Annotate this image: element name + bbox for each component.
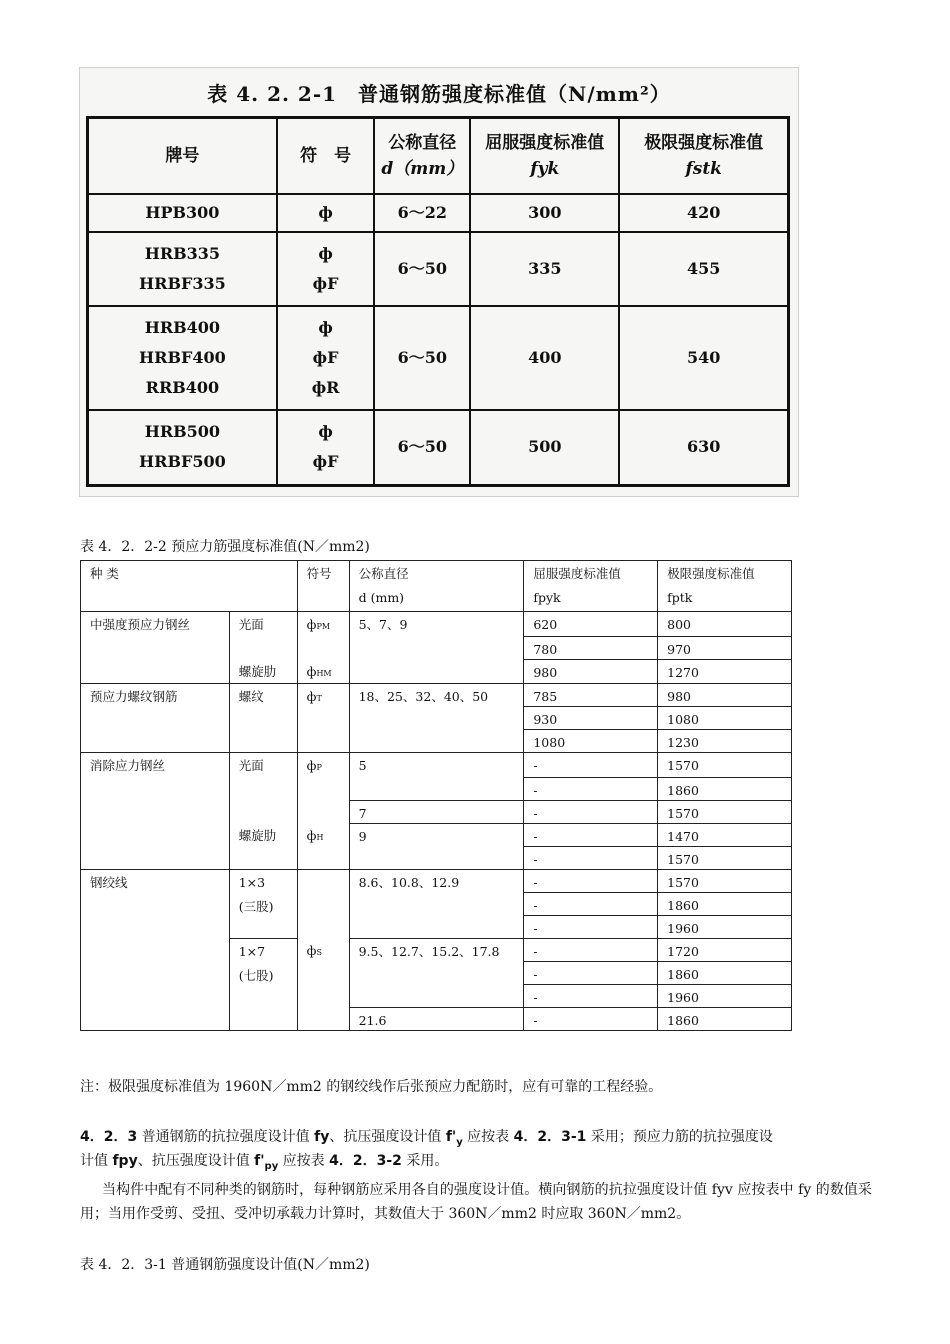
t1-h-yield bbox=[470, 118, 619, 194]
t1-h-dia-2: d（mm） bbox=[381, 158, 464, 179]
table-ref: 4．2．3-1 bbox=[513, 1129, 587, 1145]
t2-subkind-line: 1×7 bbox=[238, 943, 266, 959]
t2-row bbox=[81, 612, 792, 637]
t1-h-yield-1: 屈服强度标准值 bbox=[485, 132, 605, 153]
paragraph-design-values: 当构件中配有不同种类的钢筋时，每种钢筋应采用各自的强度设计值。横向钢筋的抗拉强度设计值 fyv 应按表中 fy 的数值采用；当用作受剪、受扭、受冲切承载力计算时，其数值大于 360N／mm2 时应取 360N／mm2。 bbox=[80, 1182, 872, 1222]
t1-row bbox=[88, 306, 789, 410]
t2-fpyk: - bbox=[524, 938, 658, 961]
t2-fpyk: - bbox=[524, 777, 658, 800]
t2-subkind: 光面 bbox=[229, 612, 297, 637]
t1-grade-line: HRBF335 bbox=[139, 273, 226, 293]
t1-grade-line: HRB500 bbox=[144, 422, 221, 442]
t2-fpyk: - bbox=[524, 961, 658, 984]
table1-title: 表 4. 2. 2-1 普通钢筋强度标准值（N/mm²） bbox=[207, 82, 671, 106]
t2-fptk: 1230 bbox=[658, 730, 792, 753]
t1-h-ult bbox=[619, 118, 788, 194]
t2-dia: 7 bbox=[349, 800, 524, 823]
t2-fptk: 1570 bbox=[658, 846, 792, 869]
t2-fpyk: - bbox=[524, 846, 658, 869]
t2-sym-sub: P bbox=[316, 763, 322, 772]
symbol-fpyc bbox=[254, 1153, 279, 1172]
t1-grade: HPB300 bbox=[88, 194, 277, 232]
t2-fptk: 970 bbox=[658, 636, 792, 659]
t2-row bbox=[81, 869, 792, 892]
t2-kind: 中强度预应力钢丝 bbox=[81, 612, 230, 684]
t2-dia: 18、25、32、40、50 bbox=[349, 684, 524, 753]
t1-h-dia-1: 公称直径 bbox=[388, 132, 457, 153]
t2-fpyk: 620 bbox=[524, 612, 658, 637]
t2-symbol bbox=[297, 612, 349, 637]
t2-sym: ф bbox=[306, 664, 317, 679]
t2-dia: 5、7、9 bbox=[349, 612, 524, 684]
symbol-fpyc-sub: py bbox=[264, 1160, 279, 1172]
t2-sym-sub: S bbox=[316, 947, 322, 957]
symbol-fyc bbox=[445, 1129, 463, 1148]
t2-fptk: 1860 bbox=[658, 777, 792, 800]
t2-kind: 消除应力钢丝 bbox=[81, 753, 230, 870]
t1-h-dia bbox=[374, 118, 470, 194]
t2-sym: ф bbox=[306, 758, 317, 773]
t1-fstk: 455 bbox=[619, 232, 788, 306]
t2-symbol bbox=[297, 753, 349, 778]
t2-empty bbox=[297, 636, 349, 659]
t2-fpyk: 930 bbox=[524, 707, 658, 730]
t2-subkind bbox=[229, 938, 297, 1030]
t2-fpyk: - bbox=[524, 892, 658, 915]
t1-grade bbox=[88, 306, 277, 410]
t2-fpyk: - bbox=[524, 869, 658, 892]
t2-fptk: 1470 bbox=[658, 823, 792, 846]
t2-h-dia-2: d (mm) bbox=[358, 590, 405, 605]
t2-fpyk: 980 bbox=[524, 659, 658, 684]
t2-h-kind: 种 类 bbox=[81, 561, 298, 612]
t1-dia: 6～50 bbox=[374, 232, 470, 306]
t2-fptk: 1720 bbox=[658, 938, 792, 961]
t2-symbol bbox=[297, 869, 349, 1030]
t1-fstk: 540 bbox=[619, 306, 788, 410]
t2-fptk: 980 bbox=[658, 684, 792, 707]
t1-grade-line: HRBF400 bbox=[139, 347, 226, 367]
t1-h-ult-1: 极限强度标准值 bbox=[644, 132, 764, 153]
t1-symbol-line: фF bbox=[312, 273, 339, 293]
t1-symbol-line: ф bbox=[318, 243, 333, 263]
t1-grade-line: HRB400 bbox=[144, 317, 221, 337]
t2-fptk: 1270 bbox=[658, 659, 792, 684]
t1-symbol bbox=[277, 410, 375, 486]
t2-dia: 8.6、10.8、12.9 bbox=[349, 869, 524, 938]
t1-fstk: 420 bbox=[619, 194, 788, 232]
table-ref: 4．2．3-2 bbox=[329, 1153, 402, 1169]
t2-dia: 9 bbox=[349, 823, 524, 869]
t2-subkind-line: (七股) bbox=[238, 967, 274, 983]
clause-number: 4．2．3 bbox=[80, 1129, 138, 1145]
clause-text: 应按表 bbox=[278, 1153, 330, 1169]
t1-symbol-line: фR bbox=[311, 377, 340, 397]
t2-fpyk: - bbox=[524, 984, 658, 1007]
t2-fpyk: 785 bbox=[524, 684, 658, 707]
t1-dia: 6～22 bbox=[374, 194, 470, 232]
t1-grade-line: HRB335 bbox=[144, 243, 221, 263]
t2-dia: 9.5、12.7、15.2、17.8 bbox=[349, 938, 524, 1007]
t1-symbol-line: фF bbox=[312, 452, 339, 472]
t1-fyk: 500 bbox=[470, 410, 619, 486]
t1-fyk: 335 bbox=[470, 232, 619, 306]
table2 bbox=[80, 560, 792, 1031]
t1-grade-line: RRB400 bbox=[145, 377, 220, 397]
t1-fyk: 300 bbox=[470, 194, 619, 232]
t1-h-symbol: 符 号 bbox=[277, 118, 375, 194]
t2-fptk: 800 bbox=[658, 612, 792, 637]
t2-sym: ф bbox=[306, 828, 317, 843]
t2-h-yield-2: fpyk bbox=[533, 590, 561, 605]
t2-symbol bbox=[297, 823, 349, 869]
t2-subkind: 螺旋肋 bbox=[229, 823, 297, 869]
t2-fptk: 1570 bbox=[658, 869, 792, 892]
t2-symbol bbox=[297, 659, 349, 684]
t2-fpyk: - bbox=[524, 1007, 658, 1030]
t2-row bbox=[81, 684, 792, 707]
t2-h-ult-1: 极限强度标准值 bbox=[667, 566, 755, 581]
scanned-table-image bbox=[79, 67, 799, 497]
t2-fptk: 1860 bbox=[658, 1007, 792, 1030]
t2-empty bbox=[229, 777, 297, 800]
t2-empty bbox=[297, 800, 349, 823]
t1-symbol: ф bbox=[277, 194, 375, 232]
t2-symbol bbox=[297, 684, 349, 753]
t2-subkind-line: 1×3 bbox=[238, 874, 266, 890]
symbol-fy: fy bbox=[314, 1129, 330, 1145]
symbol-fpy: fpy bbox=[112, 1153, 138, 1169]
t1-h-ult-2: fstk bbox=[685, 158, 722, 179]
t1-grade-line: HRBF500 bbox=[139, 452, 226, 472]
t1-symbol-line: ф bbox=[318, 317, 333, 337]
t2-h-symbol: 符号 bbox=[297, 561, 349, 612]
t2-row bbox=[81, 753, 792, 778]
t1-grade bbox=[88, 410, 277, 486]
t2-subkind: 光面 bbox=[229, 753, 297, 778]
clause-text: 计值 bbox=[80, 1153, 113, 1169]
t2-sym-sub: T bbox=[316, 694, 322, 703]
t1-symbol-line: ф bbox=[318, 422, 333, 442]
t2-subkind: 螺纹 bbox=[229, 684, 297, 753]
t2-fpyk: - bbox=[524, 753, 658, 778]
t2-h-dia-1: 公称直径 bbox=[358, 566, 409, 581]
t2-subkind: 螺旋肋 bbox=[229, 659, 297, 684]
clause-text: 、抗压强度设计值 bbox=[137, 1153, 255, 1169]
clause-text: 采用。 bbox=[401, 1153, 449, 1169]
t1-h-grade: 牌号 bbox=[88, 118, 277, 194]
t2-sym-sub: H bbox=[316, 833, 324, 842]
t2-sym-sub: PM bbox=[316, 622, 331, 631]
t2-fptk: 1570 bbox=[658, 800, 792, 823]
t1-row bbox=[88, 232, 789, 306]
t1-symbol bbox=[277, 232, 375, 306]
t1-dia: 6～50 bbox=[374, 410, 470, 486]
t1-dia: 6～50 bbox=[374, 306, 470, 410]
t2-empty bbox=[229, 800, 297, 823]
t2-header bbox=[81, 561, 792, 612]
t2-fptk: 1860 bbox=[658, 961, 792, 984]
t1-fyk: 400 bbox=[470, 306, 619, 410]
symbol-fpyc-main: f' bbox=[254, 1153, 265, 1169]
t2-fptk: 1860 bbox=[658, 892, 792, 915]
t2-subkind bbox=[229, 869, 297, 938]
symbol-fyc-main: f' bbox=[445, 1129, 457, 1145]
t1-grade bbox=[88, 232, 277, 306]
t2-fptk: 1080 bbox=[658, 707, 792, 730]
t2-fpyk: - bbox=[524, 915, 658, 938]
t2-sym: ф bbox=[306, 689, 317, 704]
t2-h-ult-2: fptk bbox=[667, 590, 693, 605]
t2-empty bbox=[297, 777, 349, 800]
clause-text: 应按表 bbox=[462, 1129, 514, 1145]
t1-h-yield-2: fyk bbox=[530, 158, 560, 179]
t2-h-yield bbox=[524, 561, 658, 612]
t2-kind: 钢绞线 bbox=[81, 869, 230, 1030]
t2-empty bbox=[229, 636, 297, 659]
t1-symbol-line: фF bbox=[312, 347, 339, 367]
t2-subkind-line: (三股) bbox=[238, 898, 274, 914]
t2-fptk: 1960 bbox=[658, 915, 792, 938]
table2-note: 注：极限强度标准值为 1960N／mm2 的钢绞线作后张预应力配筋时，应有可靠的工程经验。 bbox=[80, 1079, 663, 1095]
table1 bbox=[86, 116, 790, 487]
clause-text: 、抗压强度设计值 bbox=[329, 1129, 446, 1145]
table3-caption: 表 4．2．3-1 普通钢筋强度设计值(N／mm2) bbox=[80, 1257, 370, 1273]
symbol-fyc-sub: y bbox=[456, 1136, 463, 1148]
t2-h-ult bbox=[658, 561, 792, 612]
t2-fpyk: - bbox=[524, 800, 658, 823]
t2-fptk: 1960 bbox=[658, 984, 792, 1007]
t1-symbol bbox=[277, 306, 375, 410]
t1-row bbox=[88, 410, 789, 486]
t2-h-yield-1: 屈服强度标准值 bbox=[533, 566, 621, 581]
clause-text: 普通钢筋的抗拉强度设计值 bbox=[137, 1129, 315, 1145]
t2-kind: 预应力螺纹钢筋 bbox=[81, 684, 230, 753]
t2-dia: 5 bbox=[349, 753, 524, 801]
t2-fpyk: 1080 bbox=[524, 730, 658, 753]
t2-sym: ф bbox=[306, 617, 317, 632]
table2-caption: 表 4．2．2-2 预应力筋强度标准值(N／mm2) bbox=[80, 539, 370, 555]
clause-text: 采用；预应力筋的抗拉强度设 bbox=[586, 1129, 773, 1145]
table1-header bbox=[88, 118, 789, 194]
clause-4-2-3-line2 bbox=[80, 1150, 448, 1178]
t2-fptk: 1570 bbox=[658, 753, 792, 778]
t2-dia: 21.6 bbox=[349, 1007, 524, 1030]
t2-fpyk: - bbox=[524, 823, 658, 846]
t1-row bbox=[88, 194, 789, 232]
t2-fpyk: 780 bbox=[524, 636, 658, 659]
t2-sym-sub: HM bbox=[316, 669, 332, 678]
t1-fstk: 630 bbox=[619, 410, 788, 486]
t2-h-dia bbox=[349, 561, 524, 612]
t2-sym: ф bbox=[306, 942, 317, 958]
